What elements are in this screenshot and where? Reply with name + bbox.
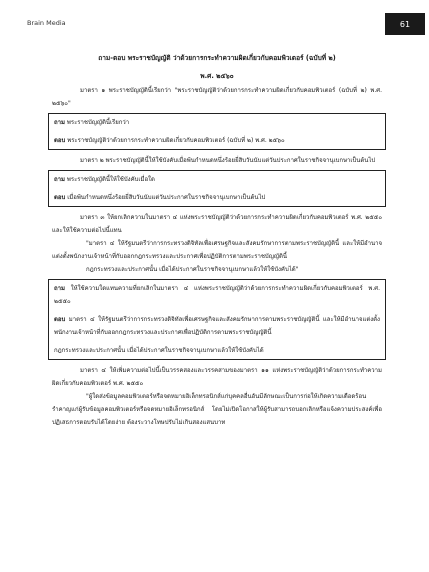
- question-label: ถาม: [54, 176, 65, 183]
- answer-text: พระราชบัญญัติว่าด้วยการกระทำความผิดเกี่ยวกับคอมพิวเตอร์ (ฉบับที่ ๒) พ.ศ. ๒๕๖๐: [67, 137, 285, 144]
- section-4-quote-cont: กฎกระทรวงและประกาศนั้น เมื่อได้ประกาศในราชกิจจานุเบกษาแล้วให้ใช้บังคับได้": [86, 266, 299, 273]
- question-text: พระราชบัญญัตินี้ให้ใช้บังคับเมื่อใด: [66, 176, 155, 183]
- qa-box-1: [48, 113, 386, 150]
- question-text: ให้ใช้ความใดแทนความที่ยกเลิกในมาตรา ๔ แห่งพระราชบัญญัติว่าด้วยการกระทำความผิดเกี่ยวกับคอมพิวเตอร์ พ.ศ. ๒๕๕๐: [54, 285, 380, 305]
- section-5-quote: "ผู้ใดส่งข้อมูลคอมพิวเตอร์หรือจดหมายอิเล็กทรอนิกส์แก่บุคคลอื่นอันมีลักษณะเป็นการก่อให้เกิดความเดือดร้อนรำคาญแก่ผู้รับข้อมูลคอมพิวเตอร์หรือจดหมายอิเล็กทรอนิกส์ โดยไม่เปิดโอกาสให้ผู้รับสามารถบอกเลิกหรือแจ้งความประสงค์เพื่อปฏิเสธการตอบรับได้โดยง่าย ต้องระวางโทษปรับไม่เกินสองแสนบาท: [52, 393, 382, 426]
- answer-text: เมื่อพ้นกำหนดหนึ่งร้อยยี่สิบวันนับแต่วันประกาศในราชกิจจานุเบกษาเป็นต้นไป: [67, 194, 266, 201]
- answer-label: ตอบ: [54, 194, 66, 201]
- qa-answer-cont: กฎกระทรวงและประกาศนั้น เมื่อได้ประกาศในราชกิจจานุเบกษาแล้วให้ใช้บังคับได้: [54, 347, 264, 354]
- question-label: ถาม: [54, 119, 65, 126]
- question-text: พระราชบัญญัตินี้เรียกว่า: [66, 119, 130, 126]
- answer-label: ตอบ: [54, 137, 66, 144]
- document-title: ถาม-ตอบ พระราชบัญญัติ ว่าด้วยการกระทำความผิดเกี่ยวกับคอมพิวเตอร์ (ฉบับที่ ๒): [98, 54, 336, 62]
- qa-answer: [54, 191, 380, 204]
- question-label: ถาม: [54, 285, 65, 292]
- answer-label: ตอบ: [54, 316, 66, 323]
- qa-answer: [54, 313, 380, 339]
- section-4-quote: "มาตรา ๔ ให้รัฐมนตรีว่าการกระทรวงดิจิทัลเพื่อเศรษฐกิจและสังคมรักษาการตามพระราชบัญญัตินี้ และให้มีอำนาจแต่งตั้งพนักงานเจ้าหน้าที่กับออกกฎกระทรวงและประกาศเพื่อปฏิบัติการตามพระราชบัญญัตินี้: [52, 240, 382, 260]
- qa-box-2: [48, 170, 386, 207]
- qa-question: [54, 282, 380, 308]
- section-2-text: มาตรา ๒ พระราชบัญญัตินี้ให้ใช้บังคับเมื่อพ้นกำหนดหนึ่งร้อยยี่สิบวันนับแต่วันประกาศในราชกิจจานุเบกษาเป็นต้นไป: [80, 157, 376, 164]
- qa-question: [54, 173, 380, 186]
- qa-box-3: [48, 279, 386, 360]
- qa-question: [54, 116, 380, 129]
- page-number-badge: 61: [385, 13, 425, 35]
- section-5-text: มาตรา ๔ ให้เพิ่มความต่อไปนี้เป็นวรรคสองและวรรคสามของมาตรา ๑๑ แห่งพระราชบัญญัติว่าด้วยการกระทำความผิดเกี่ยวกับคอมพิวเตอร์ พ.ศ. ๒๕๕๐: [52, 367, 382, 387]
- document-body: [52, 52, 382, 429]
- brand-name: Brain Media: [27, 19, 66, 27]
- page-header: [0, 13, 429, 35]
- section-3-text: มาตรา ๓ ให้ยกเลิกความในมาตรา ๔ แห่งพระราชบัญญัติว่าด้วยการกระทำความผิดเกี่ยวกับคอมพิวเตอร์ พ.ศ. ๒๕๕๐ และให้ใช้ความต่อไปนี้แทน: [52, 214, 382, 234]
- section-1-text: มาตรา ๑ พระราชบัญญัตินี้เรียกว่า "พระราชบัญญัติว่าด้วยการกระทำความผิดเกี่ยวกับคอมพิวเตอร์ (ฉบับที่ ๒) พ.ศ. ๒๕๖๐": [52, 87, 382, 107]
- qa-answer: [54, 134, 380, 147]
- document-title-year: พ.ศ. ๒๕๖๐: [200, 72, 234, 80]
- answer-text: มาตรา ๔ ให้รัฐมนตรีว่าการกระทรวงดิจิทัลเพื่อเศรษฐกิจและสังคมรักษาการตามพระราชบัญญัตินี้ และให้มีอำนาจแต่งตั้งพนักงานเจ้าหน้าที่กับออกกฎกระทรวงและประกาศเพื่อปฏิบัติการตามพระราชบัญญัตินี้: [54, 316, 380, 336]
